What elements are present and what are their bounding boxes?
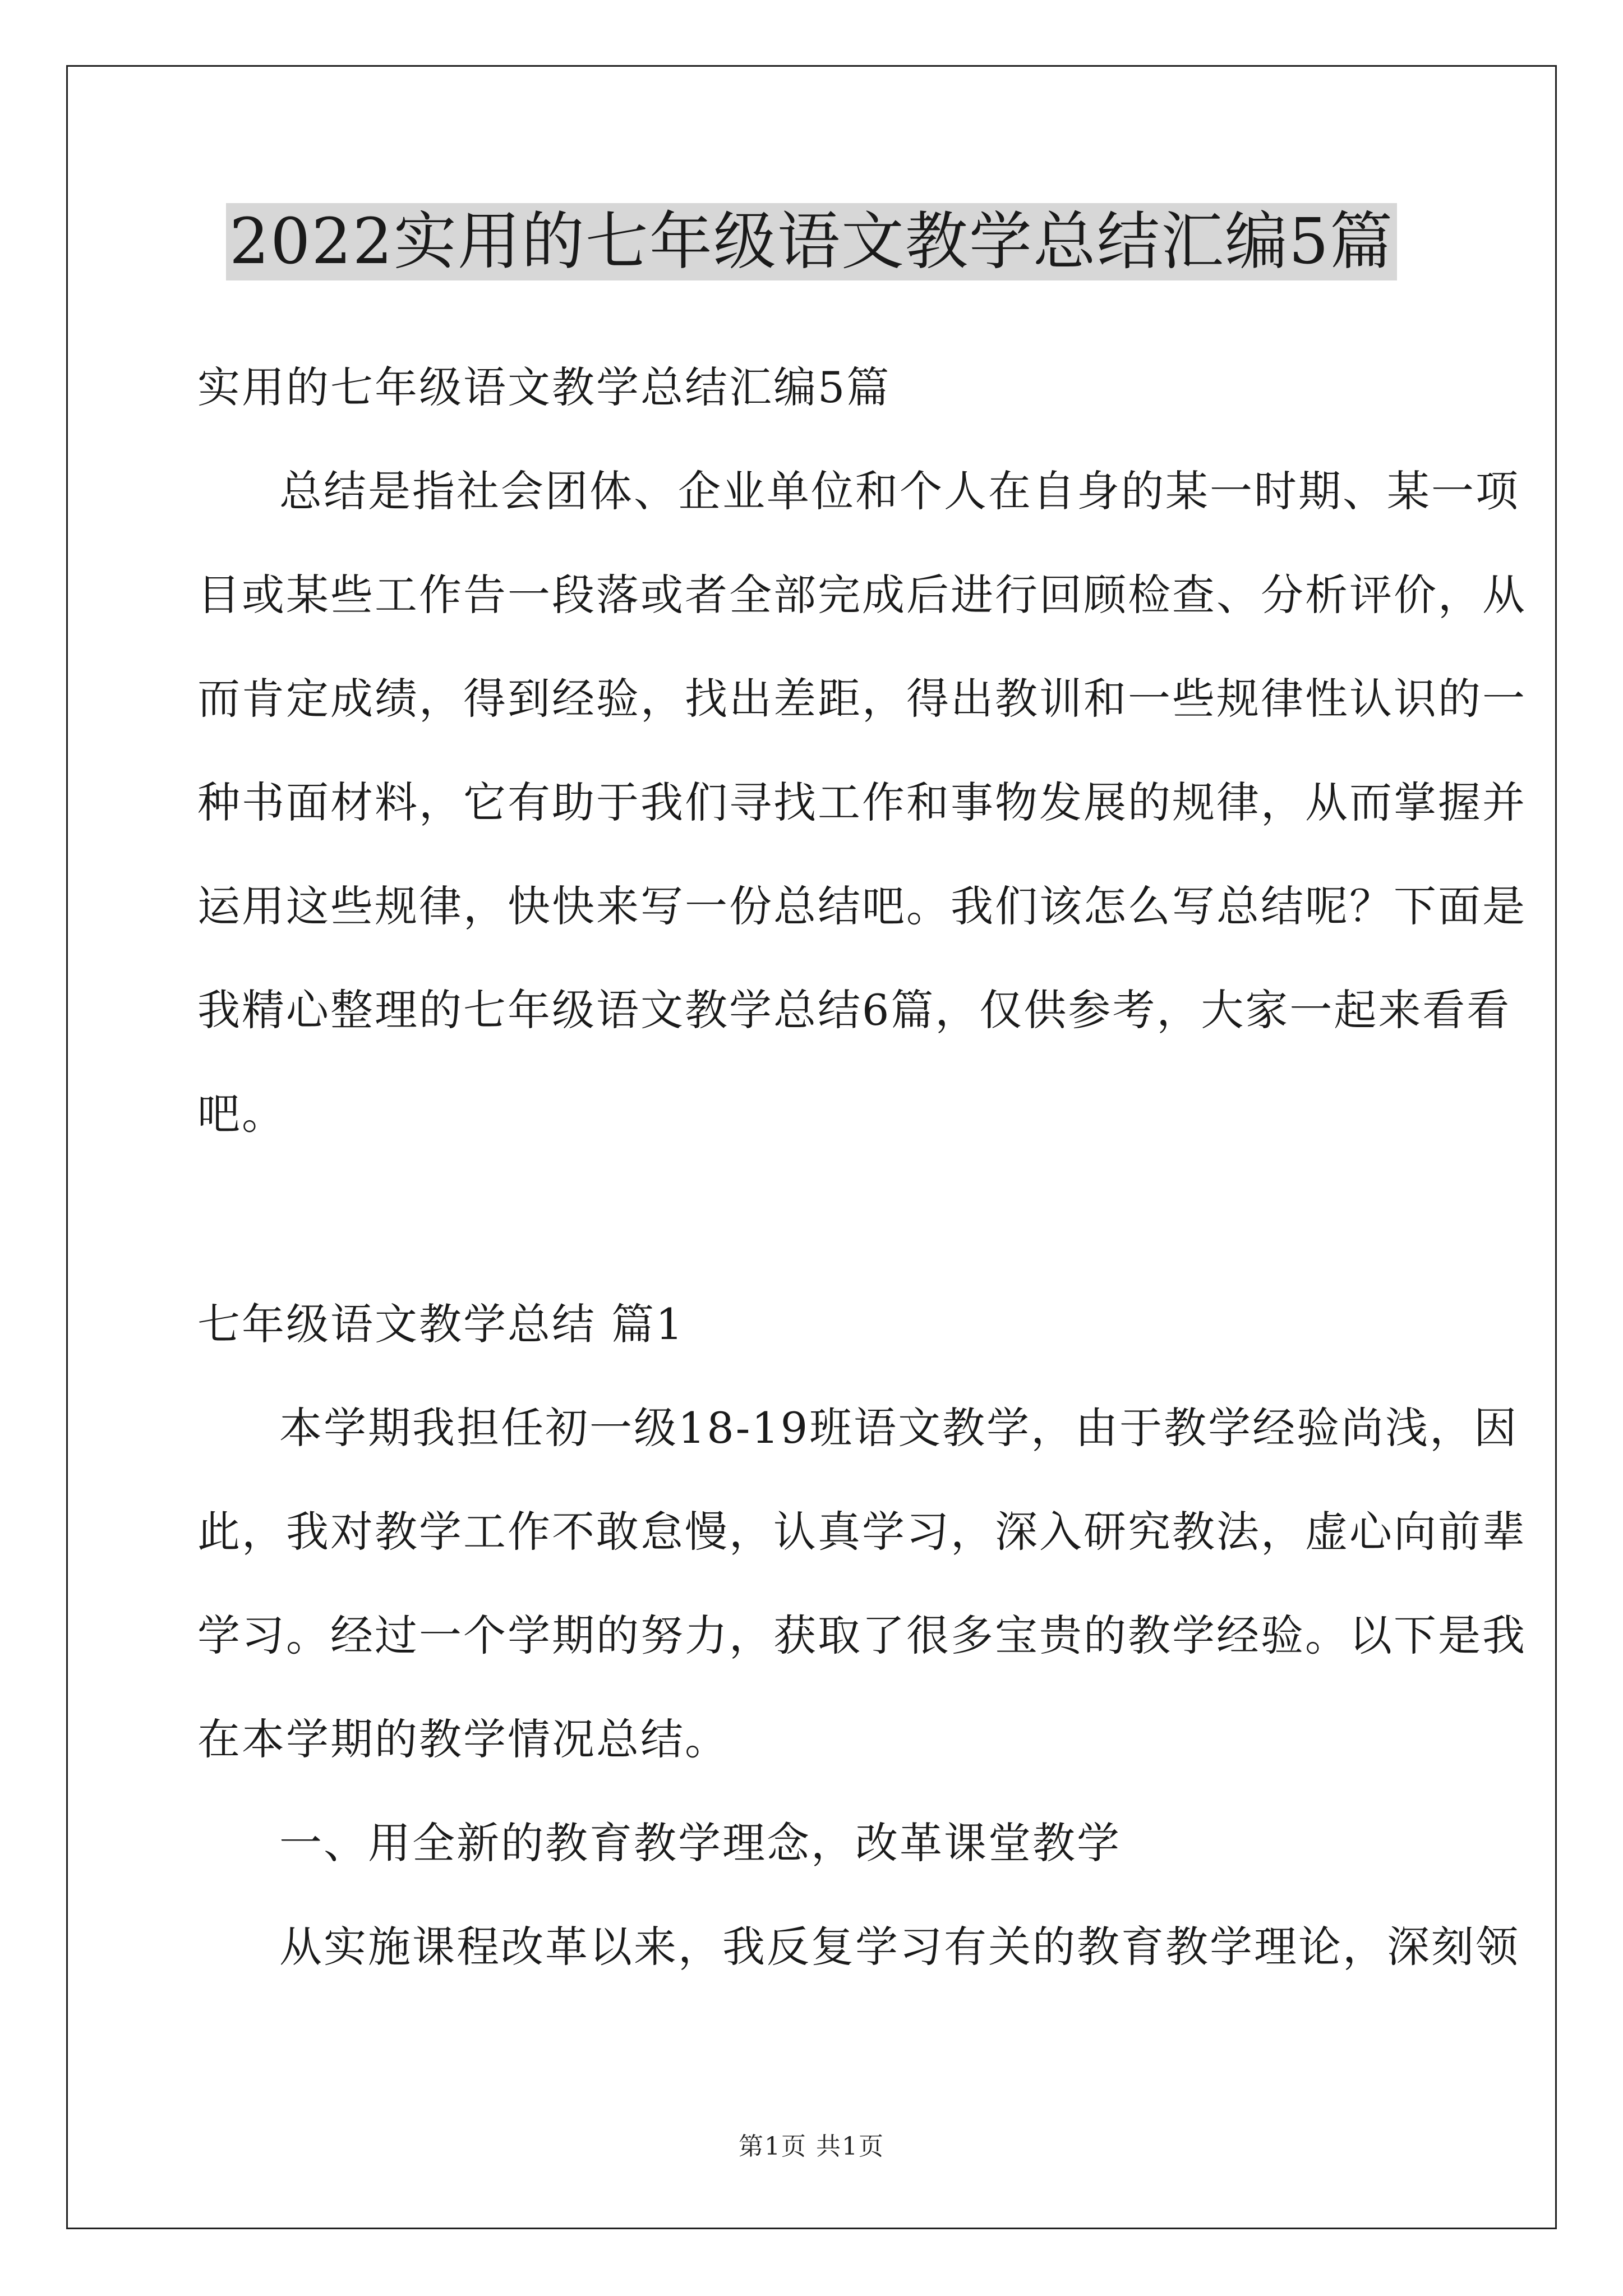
paragraph-line: 运用这些规律，快快来写一份总结吧。我们该怎么写总结呢？下面是	[197, 881, 1527, 931]
paragraph-line: 此，我对教学工作不敢怠慢，认真学习，深入研究教法，虚心向前辈	[197, 1507, 1527, 1557]
paragraph-line: 种书面材料，它有助于我们寻找工作和事物发展的规律，从而掌握并	[197, 777, 1527, 827]
subtitle-line: 实用的七年级语文教学总结汇编5篇	[197, 362, 891, 412]
paragraph-line: 从实施课程改革以来，我反复学习有关的教育教学理论，深刻领	[279, 1922, 1520, 1972]
paragraph-line: 而肯定成绩，得到经验，找出差距，得出教训和一些规律性认识的一	[197, 674, 1527, 724]
subsection-heading: 一、用全新的教育教学理念，改革课堂教学	[279, 1818, 1121, 1868]
page-footer: 第1页 共1页	[739, 2132, 884, 2161]
document-title-wrapper	[0, 203, 1623, 280]
document-title: 2022实用的七年级语文教学总结汇编5篇	[226, 203, 1397, 280]
paragraph-line: 学习。经过一个学期的努力，获取了很多宝贵的教学经验。以下是我	[197, 1611, 1527, 1660]
paragraph-line: 总结是指社会团体、企业单位和个人在自身的某一时期、某一项	[279, 466, 1520, 516]
paragraph-line: 我精心整理的七年级语文教学总结6篇，仅供参考，大家一起来看看	[197, 985, 1511, 1035]
paragraph-line: 目或某些工作告一段落或者全部完成后进行回顾检查、分析评价，从	[197, 570, 1527, 620]
section-heading: 七年级语文教学总结 篇1	[197, 1299, 685, 1349]
paragraph-line: 吧。	[197, 1089, 286, 1139]
paragraph-line: 本学期我担任初一级18-19班语文教学，由于教学经验尚浅，因	[279, 1403, 1519, 1453]
paragraph-line: 在本学期的教学情况总结。	[197, 1714, 729, 1764]
